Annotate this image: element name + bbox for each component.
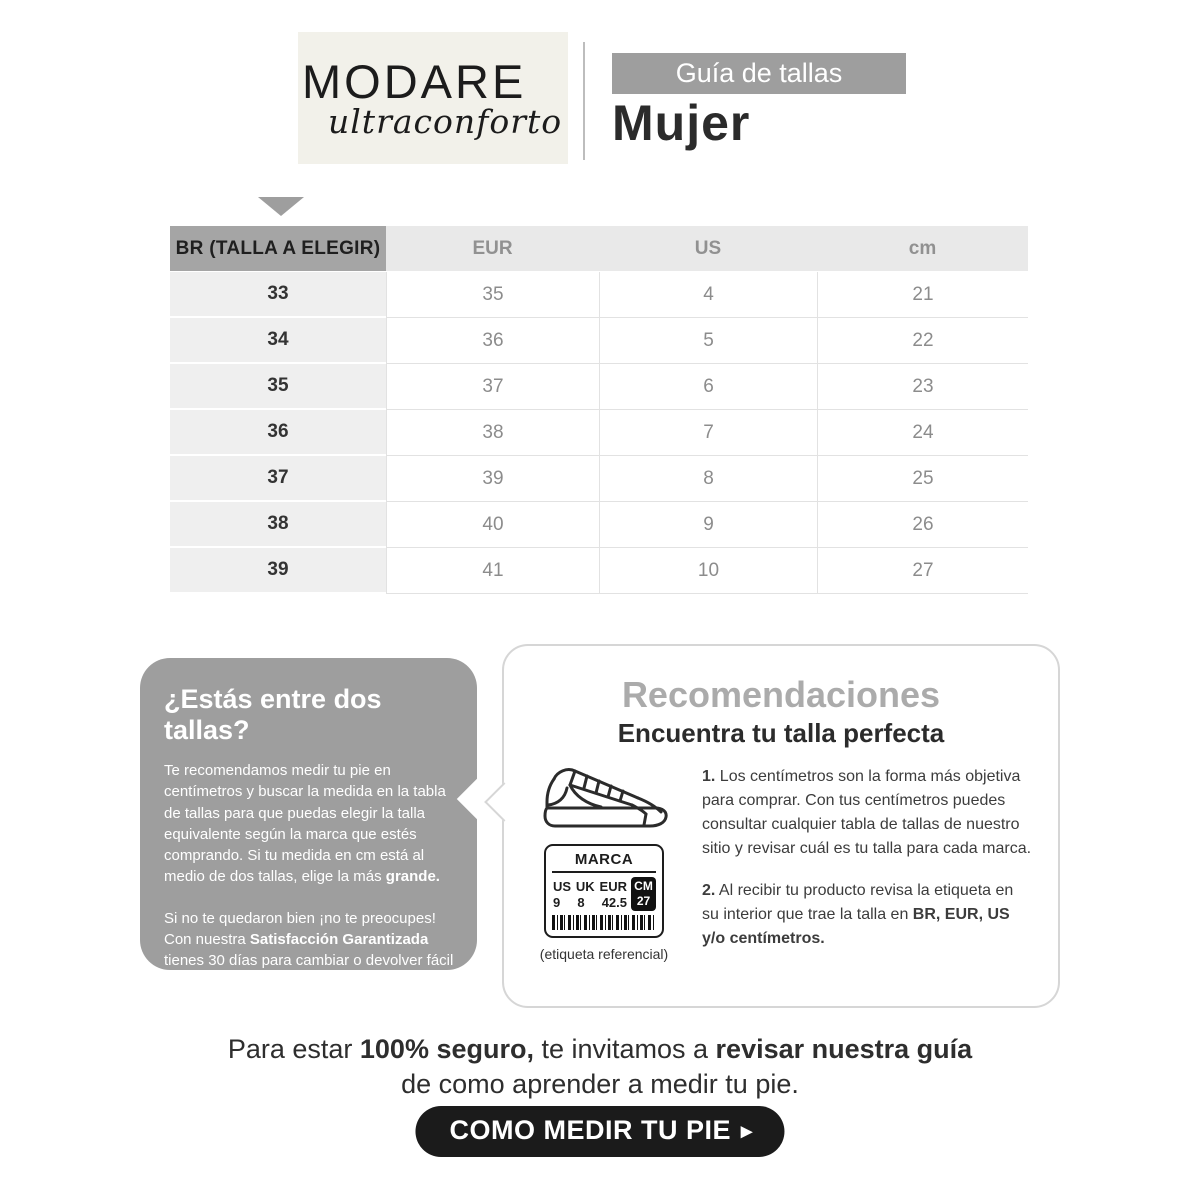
label-brand: MARCA bbox=[552, 851, 656, 873]
recommendations-subtitle: Encuentra tu talla perfecta bbox=[617, 718, 945, 748]
reference-label bbox=[544, 844, 664, 938]
cell-cm: 22 bbox=[817, 318, 1028, 364]
label-val-us: 9 bbox=[553, 894, 561, 910]
col-header-eur: EUR bbox=[386, 226, 599, 271]
cell-br: 35 bbox=[170, 364, 386, 410]
cell-br: 38 bbox=[170, 502, 386, 548]
cell-us: 5 bbox=[599, 318, 817, 364]
recommendations-box bbox=[502, 644, 1060, 1008]
cell-eur: 37 bbox=[386, 364, 599, 410]
cell-cm: 26 bbox=[817, 502, 1028, 548]
closing-text bbox=[0, 1032, 1200, 1102]
label-col-eur: EUR bbox=[599, 878, 627, 894]
cell-eur: 41 bbox=[386, 548, 599, 594]
sneaker-icon bbox=[538, 763, 672, 831]
cell-eur: 40 bbox=[386, 502, 599, 548]
cell-br: 37 bbox=[170, 456, 386, 502]
recommendations-title: Recomendaciones bbox=[621, 674, 941, 715]
brand-logo bbox=[298, 32, 568, 164]
cell-us: 10 bbox=[599, 548, 817, 594]
cell-eur: 38 bbox=[386, 410, 599, 456]
cell-cm: 21 bbox=[817, 272, 1028, 318]
size-table bbox=[170, 226, 1028, 594]
cell-cm: 27 bbox=[817, 548, 1028, 594]
label-caption: (etiqueta referencial) bbox=[539, 946, 669, 962]
cell-eur: 39 bbox=[386, 456, 599, 502]
label-col-us: US bbox=[553, 878, 572, 894]
recommendation-item-2: 2. Al recibir tu producto revisa la etiqueta en su interior que trae la talla en BR, EUR, US y/o centímetros. bbox=[702, 882, 1014, 947]
cell-eur: 36 bbox=[386, 318, 599, 364]
play-arrow-icon: ▸ bbox=[740, 1117, 753, 1143]
closing-line-2: de como aprender a medir tu pie. bbox=[401, 1069, 799, 1100]
column-pointer-triangle-icon bbox=[258, 197, 304, 216]
col-header-br: BR (TALLA A ELEGIR) bbox=[170, 226, 386, 271]
col-header-cm: cm bbox=[817, 226, 1028, 271]
bubble-title: ¿Estás entre dos tallas? bbox=[164, 684, 382, 745]
page-title: Mujer bbox=[612, 95, 751, 151]
between-sizes-bubble bbox=[140, 658, 477, 1032]
cell-us: 9 bbox=[599, 502, 817, 548]
cell-cm: 24 bbox=[817, 410, 1028, 456]
bubble-paragraph-2: Si no te quedaron bien ¡no te preocupes! Con nuestra Satisfacción Garantizada tienes 30 días para cambiar o devolver fácil en cualquier tienda Falabella. bbox=[164, 909, 454, 991]
how-to-measure-button-label: COMO MEDIR TU PIE bbox=[449, 1115, 731, 1145]
cell-br: 33 bbox=[170, 272, 386, 318]
label-val-eur: 42.5 bbox=[601, 894, 627, 910]
cell-cm: 23 bbox=[817, 364, 1028, 410]
cell-cm: 25 bbox=[817, 456, 1028, 502]
cell-us: 8 bbox=[599, 456, 817, 502]
closing-line-1: Para estar 100% seguro, te invitamos a revisar nuestra guía bbox=[227, 1034, 973, 1064]
barcode-icon bbox=[552, 915, 656, 930]
cell-br: 39 bbox=[170, 548, 386, 594]
col-header-us: US bbox=[599, 226, 817, 271]
brand-name: MODARE bbox=[302, 55, 527, 108]
bubble-paragraph-1: Te recomendamos medir tu pie en centímetros y buscar la medida en la tabla de tallas para que puedas elegir la talla equivalente según la marca que estés comprando. Si tu medida en cm está al medio de dos tallas, elige la más grande. bbox=[164, 762, 446, 886]
cell-eur: 35 bbox=[386, 272, 599, 318]
brand-tagline: ultraconforto bbox=[328, 102, 563, 141]
cell-us: 4 bbox=[599, 272, 817, 318]
size-guide-badge: Guía de tallas bbox=[612, 53, 906, 94]
cell-br: 34 bbox=[170, 318, 386, 364]
label-cm-title: CM bbox=[634, 879, 653, 893]
how-to-measure-button[interactable] bbox=[415, 1106, 784, 1157]
cell-us: 7 bbox=[599, 410, 817, 456]
recommendation-item-1: 1. Los centímetros son la forma más objetiva para comprar. Con tus centímetros puedes consultar cualquier tabla de tallas de nuestro sitio y revisar cuál es tu talla para cada marca. bbox=[702, 768, 1032, 857]
header-divider bbox=[583, 42, 585, 160]
label-val-uk: 8 bbox=[577, 894, 585, 910]
cell-br: 36 bbox=[170, 410, 386, 456]
label-cm-box bbox=[631, 877, 656, 911]
cell-us: 6 bbox=[599, 364, 817, 410]
label-cm-value: 27 bbox=[636, 894, 651, 908]
bubble-footnote: *Desde el 16.08.2022 bbox=[164, 1014, 311, 1032]
label-col-uk: UK bbox=[575, 878, 595, 894]
